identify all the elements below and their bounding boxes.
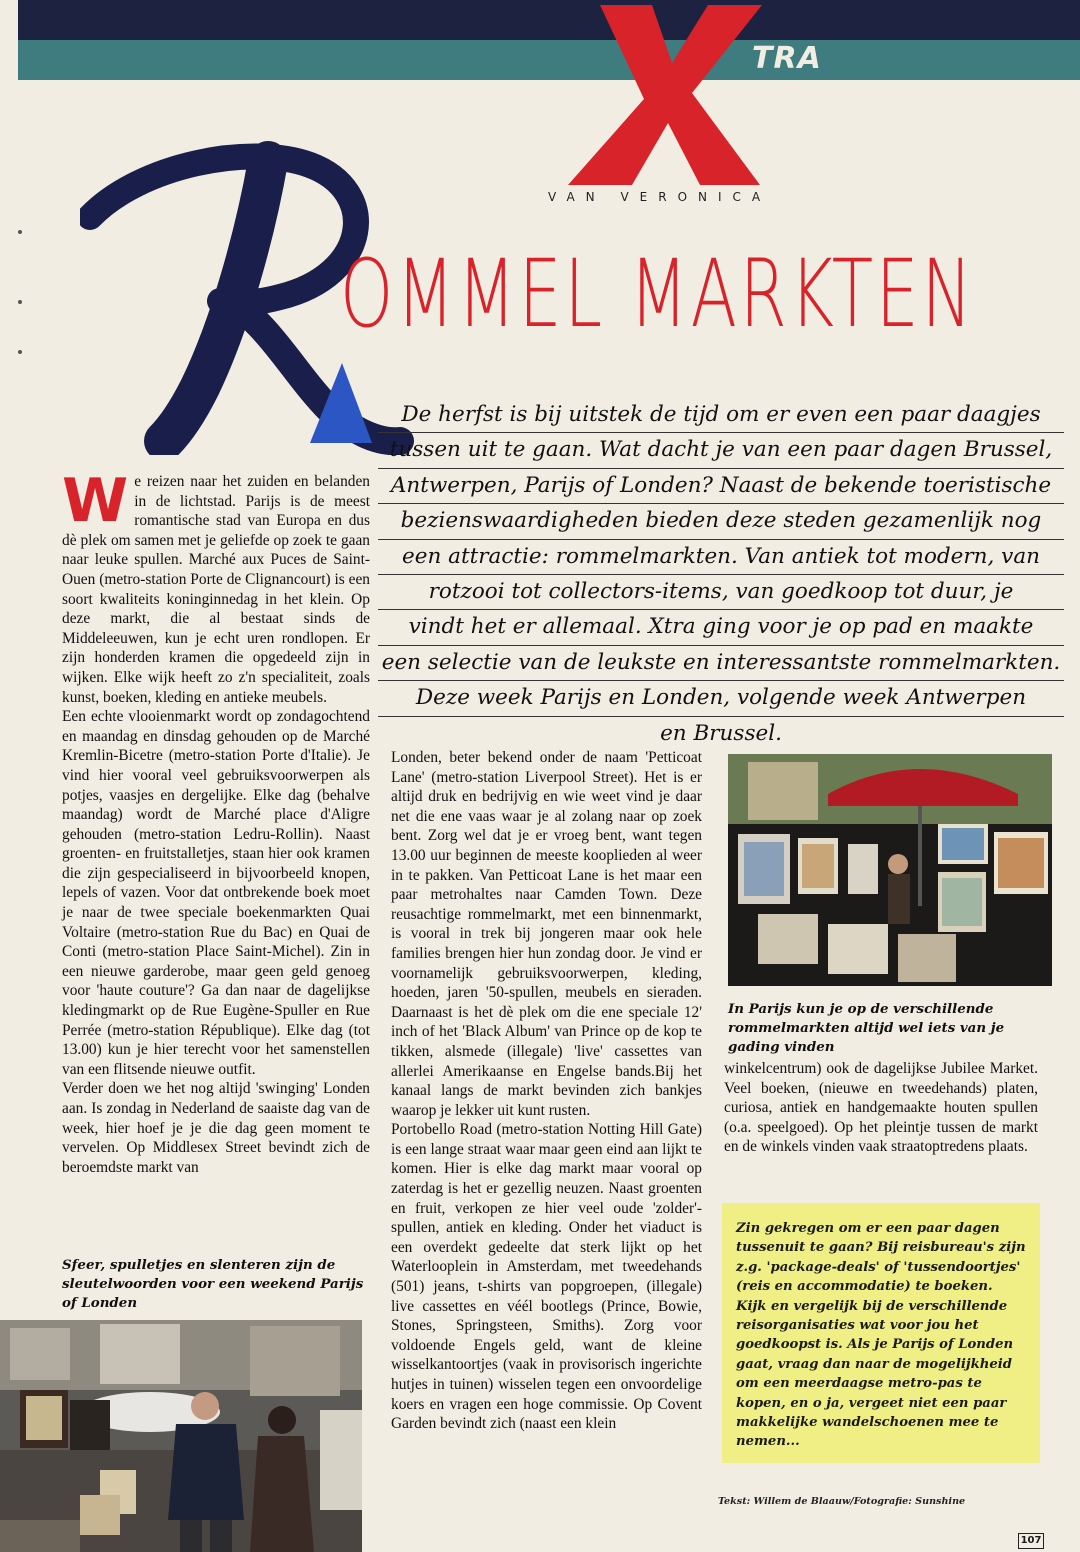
paragraph: Verder doen we het nog altijd 'swinging' Londen aan. Is zondag in Nederland de saaiste dag van de week, hier hoef je je die dag geen moment te vervelen. Op Middlesex Street bevindt zich de beroemdste markt van — [62, 1080, 370, 1176]
photo-credit: Tekst: Willem de Blaauw/Fotografie: Sunshine — [718, 1496, 966, 1507]
article-column-2 — [391, 748, 702, 1434]
intro-line: rotzooi tot collectors-items, van goedkoop tot duur, je — [378, 575, 1064, 610]
header-band-navy — [18, 0, 1080, 40]
paragraph: Een echte vlooienmarkt wordt op zondagochtend en maandag en dinsdag gehouden op de Marché Kremlin-Bicetre (metro-station Porte d'Italie). Je vind hier vooral veel gebruiksvoorwerpen als potjes, vaasjes en dergelijke. Elke dag (behalve maandag) wordt de Marché place d'Aligre gehouden (metro-station Ledru-Rollin). Naast groenten- en fruitstalletjes, staan hier ook kramen die zijn gespecialiseerd in bijvoorbeeld knopen, lepels of vazen. Voor dat ontbrekende boek moet je naar de twee speciale boekenmarkten Quai Voltaire (metro-station Rue du Bac) en Quai de Conti (metro-station Place Saint-Michel). Zin in een nieuwe garderobe, maar geen geld genoeg voor 'haute couture'? Ga dan naar de dagelijkse kledingmarkt op de Rue Eugène-Spuller en Rue Perrée (metro-station République). Elke dag (tot 13.00) kun je hier terecht voor het samenstellen van een flitsende nieuwe outfit. — [62, 708, 370, 1078]
intro-text — [378, 398, 1064, 751]
intro-line: tussen uit te gaan. Wat dacht je van een paar dagen Brussel, — [378, 433, 1064, 468]
page-title: OMMEL MARKTEN — [340, 240, 976, 349]
travel-tip-box — [722, 1203, 1040, 1463]
intro-line: De herfst is bij uitstek de tijd om er even een paar daagjes — [378, 398, 1064, 433]
intro-line: Deze week Parijs en Londen, volgende week Antwerpen — [378, 681, 1064, 716]
article-column-3 — [724, 1059, 1038, 1157]
header-band-teal — [18, 40, 1080, 80]
binding-hole — [18, 300, 22, 304]
travel-tip-text: Zin gekregen om er een paar dagen tussenuit te gaan? Bij reisbureau's zijn z.g. 'package-deals' of 'tussendoortjes' (reis en accommodatie) te boeken. Kijk en vergelijk bij de verschillende reisorganisaties wat voor jou het goedkoopst is. Als je Parijs of Londen gaat, vraag dan naar de mogelijkheid om een meerdaagse metro-pas te kopen, en o ja, vergeet niet een paar makkelijke wandelschoenen mee te nemen... — [736, 1221, 1026, 1450]
xtra-logo-tail: TRA — [752, 41, 822, 76]
page-number: 107 — [1018, 1533, 1044, 1549]
market-street-photo — [0, 1320, 362, 1552]
article-column-1 — [62, 466, 370, 1177]
paragraph: e reizen naar het zuiden en belanden in de lichtstad. Parijs is de meest romantische stad van Europa en dus dè plek om samen met je geliefde op zoek te gaan naar leuke spullen. Marché aux Puces de Saint-Ouen (metro-station Porte de Clignancourt) is een soort kwaliteits koninginnedag in het klein. Op deze markt, die al bestaat sinds de Middeleeuwen, kun je echt uren rondlopen. Er zijn honderden kramen die opgedeeld zijn in wijken. Elke wijk heeft zo z'n specialiteit, zoals kunst, boeken, kleding en antieke meubels. — [62, 473, 370, 706]
intro-line: en Brussel. — [660, 720, 782, 746]
intro-line: vindt het er allemaal. Xtra ging voor je op pad en maakte — [378, 610, 1064, 645]
paragraph: winkelcentrum) ook de dagelijkse Jubilee Market. Veel boeken, (nieuwe en tweedehands) platen, curiosa, antiek en handgemaakte houten spullen (o.a. speelgoed). Op het pleintje tussen de markt en de winkels vinden vaak straatoptredens plaats. — [724, 1060, 1038, 1156]
intro-line: een attractie: rommelmarkten. Van antiek tot modern, van — [378, 540, 1064, 575]
paragraph: Portobello Road (metro-station Notting Hill Gate) is een lange straat waar maar geen eind aan lijkt te komen. Hier is elke dag markt maar vooral op zaterdag is het er gezellig neuzen. Naast groenten en fruit, verkopen ze hier veel oude 'zolder'-spullen, antiek en kleding. Onder het viaduct is een overdekt gedeelte dat sterk lijkt op het Waterlooplein in Amsterdam, met tweedehands (501) jeans, t-shirts van popgroepen, (illegale) live cassettes en véél bootlegs (Prince, Bowie, Stones, Springsteen, Smiths). Zorg voor voldoende Engels geld, want de kleine wisselkantoortjes (vaak in provisorisch ingerichte hutjes in tuinen) wisselen tegen een onvoordelige koers en vragen een hoge commissie. Op Covent Garden bevindt zich (naast een klein — [391, 1121, 702, 1433]
xtra-logo-subtitle: VAN VERONICA — [548, 190, 772, 204]
photo-caption-right: In Parijs kun je op de verschillende rommelmarkten altijd wel iets van je gading vinden — [728, 1001, 1005, 1055]
intro-line: bezienswaardigheden bieden deze steden gezamenlijk nog — [378, 504, 1064, 539]
xtra-logo-x — [560, 5, 770, 185]
intro-line: een selectie van de leukste en interessantste rommelmarkten. — [378, 646, 1064, 681]
paragraph: Londen, beter bekend onder de naam 'Petticoat Lane' (metro-station Liverpool Street). Het is er altijd druk en bedrijvig en wie weet vind je daar net die ene vaas waar je al zolang naar op zoek bent. Zorg wel dat je er vroeg bent, want tegen 13.00 uur beginnen de meeste kooplieden al weer in te pakken. Van Petticoat Lane is het maar een paar metrohaltes naar Camden Town. Deze reusachtige rommelmarkt, met een binnenmarkt, is vooral in trek bij jongeren maar ook hele families brengen hier hun zondag door. Je vind er voornamelijk gebruiksvoorwerpen, kleding, hoeden, jaren '50-spullen, meubels en sieraden. Daarnaast is het dè plek om die ene speciale 12' inch of het 'Black Album' van Prince op de kop te tikken, alsmede (illegale) 'live' cassettes van allerlei Amerikaanse en Engelse bands.Bij het kanaal langs de markt bevinden zich bankjes waarop je lekker uit kunt rusten. — [391, 749, 702, 1119]
binding-hole — [18, 350, 22, 354]
painting-stalls-photo — [728, 754, 1052, 986]
photo-caption-left: Sfeer, spulletjes en slenteren zijn de sleutelwoorden voor een weekend Parijs of Londen — [62, 1257, 364, 1311]
intro-line: Antwerpen, Parijs of Londen? Naast de bekende toeristische — [378, 469, 1064, 504]
drop-cap: W — [62, 466, 129, 536]
binding-hole — [18, 230, 22, 234]
